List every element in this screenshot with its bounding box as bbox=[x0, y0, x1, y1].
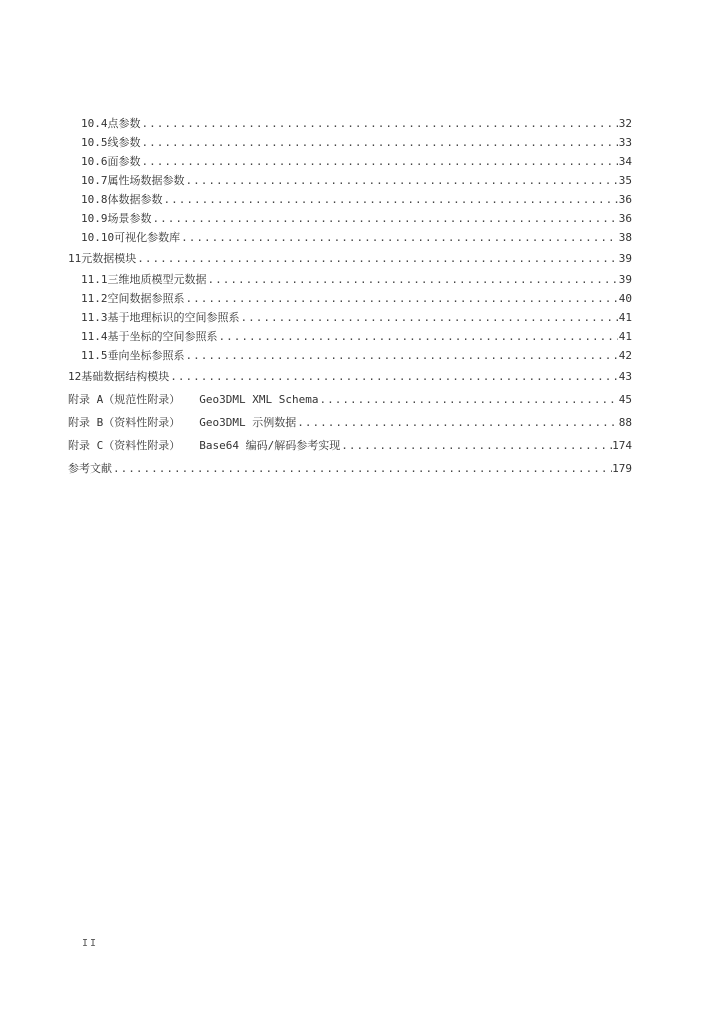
table-of-contents bbox=[68, 114, 632, 480]
toc-entry-page: 42 bbox=[618, 349, 632, 362]
toc-entry-number: 11.1 bbox=[81, 273, 108, 286]
toc-references-entry[interactable] bbox=[68, 457, 632, 480]
toc-entry-page: 43 bbox=[618, 370, 632, 383]
toc-entry[interactable] bbox=[68, 346, 632, 365]
toc-entry-page: 35 bbox=[618, 174, 632, 187]
toc-entry-page: 33 bbox=[618, 136, 632, 149]
toc-appendix-entry[interactable] bbox=[68, 434, 632, 457]
toc-leader-dots bbox=[207, 270, 619, 289]
toc-entry-title: 基础数据结构模块 bbox=[81, 370, 170, 383]
toc-leader-dots bbox=[152, 209, 619, 228]
toc-entry[interactable] bbox=[68, 209, 632, 228]
toc-entry-page: 41 bbox=[618, 311, 632, 324]
toc-leader-dots bbox=[318, 388, 618, 411]
toc-entry-page: 179 bbox=[612, 462, 632, 475]
toc-entry-page: 88 bbox=[618, 416, 632, 429]
toc-entry[interactable] bbox=[68, 190, 632, 209]
toc-entry-page: 34 bbox=[618, 155, 632, 168]
toc-entry-page: 36 bbox=[618, 212, 632, 225]
toc-entry-title: 垂向坐标参照系 bbox=[107, 349, 185, 362]
toc-entry-number: 11.2 bbox=[81, 292, 108, 305]
toc-entry-number: 10.4 bbox=[81, 117, 108, 130]
toc-leader-dots bbox=[141, 133, 619, 152]
toc-entry-number: 10.8 bbox=[81, 193, 108, 206]
toc-entry-page: 36 bbox=[618, 193, 632, 206]
toc-entry-number: 11.3 bbox=[81, 311, 108, 324]
toc-entry-page: 174 bbox=[612, 439, 632, 452]
toc-entry-number: 11.4 bbox=[81, 330, 108, 343]
toc-entry-page: 39 bbox=[618, 273, 632, 286]
toc-leader-dots bbox=[240, 308, 619, 327]
toc-entry[interactable] bbox=[68, 133, 632, 152]
toc-entry-number: 10.7 bbox=[81, 174, 108, 187]
toc-leader-dots bbox=[180, 228, 618, 247]
toc-entry-title: 场景参数 bbox=[107, 212, 152, 225]
toc-entry-number: 11 bbox=[68, 252, 82, 265]
page-number: II bbox=[82, 938, 99, 949]
toc-entry-page: 39 bbox=[618, 252, 632, 265]
toc-entry[interactable] bbox=[68, 228, 632, 247]
toc-chapter-entry[interactable] bbox=[68, 365, 632, 388]
toc-entry[interactable] bbox=[68, 114, 632, 133]
toc-entry[interactable] bbox=[68, 270, 632, 289]
toc-entry-number: 10.5 bbox=[81, 136, 108, 149]
toc-leader-dots bbox=[185, 346, 619, 365]
toc-entry-title: 空间数据参照系 bbox=[107, 292, 185, 305]
toc-entry-title: Base64 编码/解码参考实现 bbox=[199, 439, 341, 452]
toc-entry-number: 11.5 bbox=[81, 349, 108, 362]
toc-leader-dots bbox=[136, 247, 618, 270]
toc-entry-title: 可视化参数库 bbox=[114, 231, 181, 244]
toc-entry-number: 10.6 bbox=[81, 155, 108, 168]
toc-entry-page: 32 bbox=[618, 117, 632, 130]
toc-entry-title: Geo3DML 示例数据 bbox=[199, 416, 297, 429]
toc-entry-title: 体数据参数 bbox=[107, 193, 163, 206]
toc-chapter-entry[interactable] bbox=[68, 247, 632, 270]
toc-entry-title: 基于地理标识的空间参照系 bbox=[107, 311, 240, 324]
toc-leader-dots bbox=[340, 434, 612, 457]
toc-appendix-entry[interactable] bbox=[68, 411, 632, 434]
toc-entry[interactable] bbox=[68, 152, 632, 171]
toc-entry-title: Geo3DML XML Schema bbox=[199, 393, 319, 406]
toc-entry-title: 基于坐标的空间参照系 bbox=[107, 330, 218, 343]
toc-entry-title: 元数据模块 bbox=[81, 252, 137, 265]
toc-entry[interactable] bbox=[68, 327, 632, 346]
toc-entry-page: 41 bbox=[618, 330, 632, 343]
toc-appendix-entry[interactable] bbox=[68, 388, 632, 411]
toc-entry-title: 面参数 bbox=[107, 155, 141, 168]
toc-leader-dots bbox=[185, 171, 619, 190]
toc-leader-dots bbox=[141, 152, 619, 171]
toc-entry-page: 40 bbox=[618, 292, 632, 305]
toc-appendix-label: 附录 C（资料性附录） bbox=[68, 439, 181, 452]
toc-entry[interactable] bbox=[68, 289, 632, 308]
toc-leader-dots bbox=[163, 190, 619, 209]
toc-entry-title: 属性场数据参数 bbox=[107, 174, 185, 187]
toc-leader-dots bbox=[185, 289, 619, 308]
toc-entry-title: 线参数 bbox=[107, 136, 141, 149]
toc-entry-number: 10.10 bbox=[81, 231, 115, 244]
toc-leader-dots bbox=[169, 365, 618, 388]
toc-appendix-label: 附录 A（规范性附录） bbox=[68, 393, 181, 406]
toc-entry[interactable] bbox=[68, 171, 632, 190]
toc-entry-number: 12 bbox=[68, 370, 82, 383]
toc-appendix-label: 附录 B（资料性附录） bbox=[68, 416, 181, 429]
toc-entry[interactable] bbox=[68, 308, 632, 327]
toc-leader-dots bbox=[112, 457, 612, 480]
toc-entry-title: 点参数 bbox=[107, 117, 141, 130]
toc-leader-dots bbox=[218, 327, 619, 346]
toc-entry-title: 参考文献 bbox=[68, 462, 112, 475]
toc-entry-page: 45 bbox=[618, 393, 632, 406]
toc-entry-title: 三维地质模型元数据 bbox=[107, 273, 207, 286]
toc-leader-dots bbox=[296, 411, 618, 434]
toc-entry-number: 10.9 bbox=[81, 212, 108, 225]
toc-leader-dots bbox=[141, 114, 619, 133]
toc-entry-page: 38 bbox=[618, 231, 632, 244]
